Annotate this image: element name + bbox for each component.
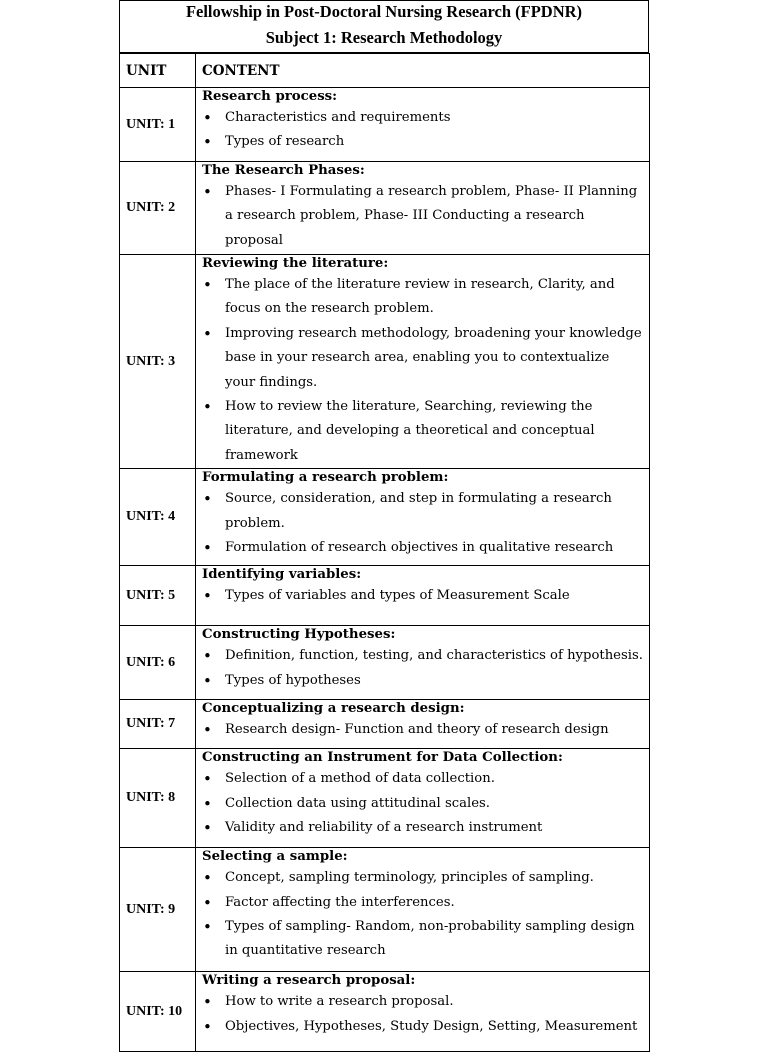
syllabus-table <box>119 53 650 1052</box>
table-header-row <box>120 54 650 88</box>
unit-content <box>196 255 650 469</box>
topic-item: • Validity and reliability of a research instrument <box>202 816 643 840</box>
unit-heading: The Research Phases: <box>202 163 365 178</box>
title-box <box>119 0 649 53</box>
subject-title: Subject 1: Research Methodology <box>265 28 503 47</box>
unit-label: UNIT: 4 <box>120 469 196 566</box>
topic-list <box>202 767 643 840</box>
document-title: Fellowship in Post-Doctoral Nursing Research (FPDNR) <box>185 2 583 21</box>
topic-item: • Types of sampling- Random, non-probability sampling design in quantitative research <box>202 915 643 964</box>
table-row <box>120 469 650 566</box>
topic-item: • Concept, sampling terminology, principles of sampling. <box>202 866 643 890</box>
unit-content <box>196 88 650 162</box>
unit-heading: Research process: <box>202 89 338 104</box>
topic-item: • Collection data using attitudinal scales. <box>202 792 643 816</box>
table-row <box>120 88 650 162</box>
table-row <box>120 566 650 626</box>
topic-list <box>202 644 643 693</box>
topic-item: • Improving research methodology, broadening your knowledge base in your research area, enabling you to contextualize your findings. <box>202 322 643 395</box>
topic-item: • Objectives, Hypotheses, Study Design, Setting, Measurement <box>202 1015 643 1039</box>
column-header-unit: UNIT <box>120 54 196 88</box>
unit-label: UNIT: 2 <box>120 162 196 255</box>
topic-list <box>202 487 643 560</box>
unit-heading: Constructing Hypotheses: <box>202 627 396 643</box>
unit-label: UNIT: 9 <box>120 848 196 972</box>
unit-heading: Formulating a research problem: <box>202 470 449 486</box>
unit-heading: Constructing an Instrument for Data Collection: <box>202 750 563 766</box>
topic-list <box>202 273 643 468</box>
unit-label: UNIT: 5 <box>120 566 196 626</box>
unit-heading: Identifying variables: <box>202 567 362 583</box>
topic-list <box>202 106 643 155</box>
unit-content <box>196 162 650 255</box>
topic-item: • Types of hypotheses <box>202 669 643 693</box>
unit-label: UNIT: 1 <box>120 88 196 162</box>
topic-list <box>202 584 643 608</box>
unit-content <box>196 700 650 749</box>
table-row <box>120 626 650 700</box>
topic-item: • Selection of a method of data collection. <box>202 767 643 791</box>
column-header-content: CONTENT <box>196 54 650 88</box>
table-row <box>120 972 650 1052</box>
topic-list <box>202 866 643 964</box>
topic-item: • Factor affecting the interferences. <box>202 891 643 915</box>
table-row <box>120 162 650 255</box>
topic-item: • Characteristics and requirements <box>202 106 643 130</box>
topic-item: • Research design- Function and theory of research design <box>202 718 643 742</box>
document-page <box>119 0 649 1034</box>
unit-content <box>196 469 650 566</box>
topic-list <box>202 718 643 742</box>
unit-heading: Conceptualizing a research design: <box>202 701 465 717</box>
unit-label: UNIT: 3 <box>120 255 196 469</box>
topic-item: • Types of research <box>202 130 643 154</box>
unit-content <box>196 749 650 848</box>
unit-label: UNIT: 8 <box>120 749 196 848</box>
unit-heading: Reviewing the literature: <box>202 256 389 271</box>
topic-item: • Formulation of research objectives in qualitative research <box>202 536 643 560</box>
unit-label: UNIT: 7 <box>120 700 196 749</box>
topic-item: • Phases- I Formulating a research problem, Phase- II Planning a research problem, Phase- III Conducting a research proposal <box>202 180 643 253</box>
table-row <box>120 749 650 848</box>
topic-item: • How to write a research proposal. <box>202 990 643 1014</box>
unit-content <box>196 626 650 700</box>
unit-label: UNIT: 6 <box>120 626 196 700</box>
unit-content <box>196 848 650 972</box>
topic-item: • Types of variables and types of Measurement Scale <box>202 584 643 608</box>
table-row <box>120 848 650 972</box>
unit-content <box>196 972 650 1052</box>
topic-list <box>202 180 643 253</box>
unit-heading: Selecting a sample: <box>202 849 348 865</box>
unit-heading: Writing a research proposal: <box>202 973 416 989</box>
unit-content <box>196 566 650 626</box>
table-row <box>120 255 650 469</box>
topic-item: • Source, consideration, and step in formulating a research problem. <box>202 487 643 536</box>
topic-item: • How to review the literature, Searching, reviewing the literature, and developing a theoretical and conceptual framework <box>202 395 643 468</box>
table-row <box>120 700 650 749</box>
unit-label: UNIT: 10 <box>120 972 196 1052</box>
topic-item: • The place of the literature review in research, Clarity, and focus on the research problem. <box>202 273 643 322</box>
topic-list <box>202 990 643 1039</box>
topic-item: • Definition, function, testing, and characteristics of hypothesis. <box>202 644 643 668</box>
